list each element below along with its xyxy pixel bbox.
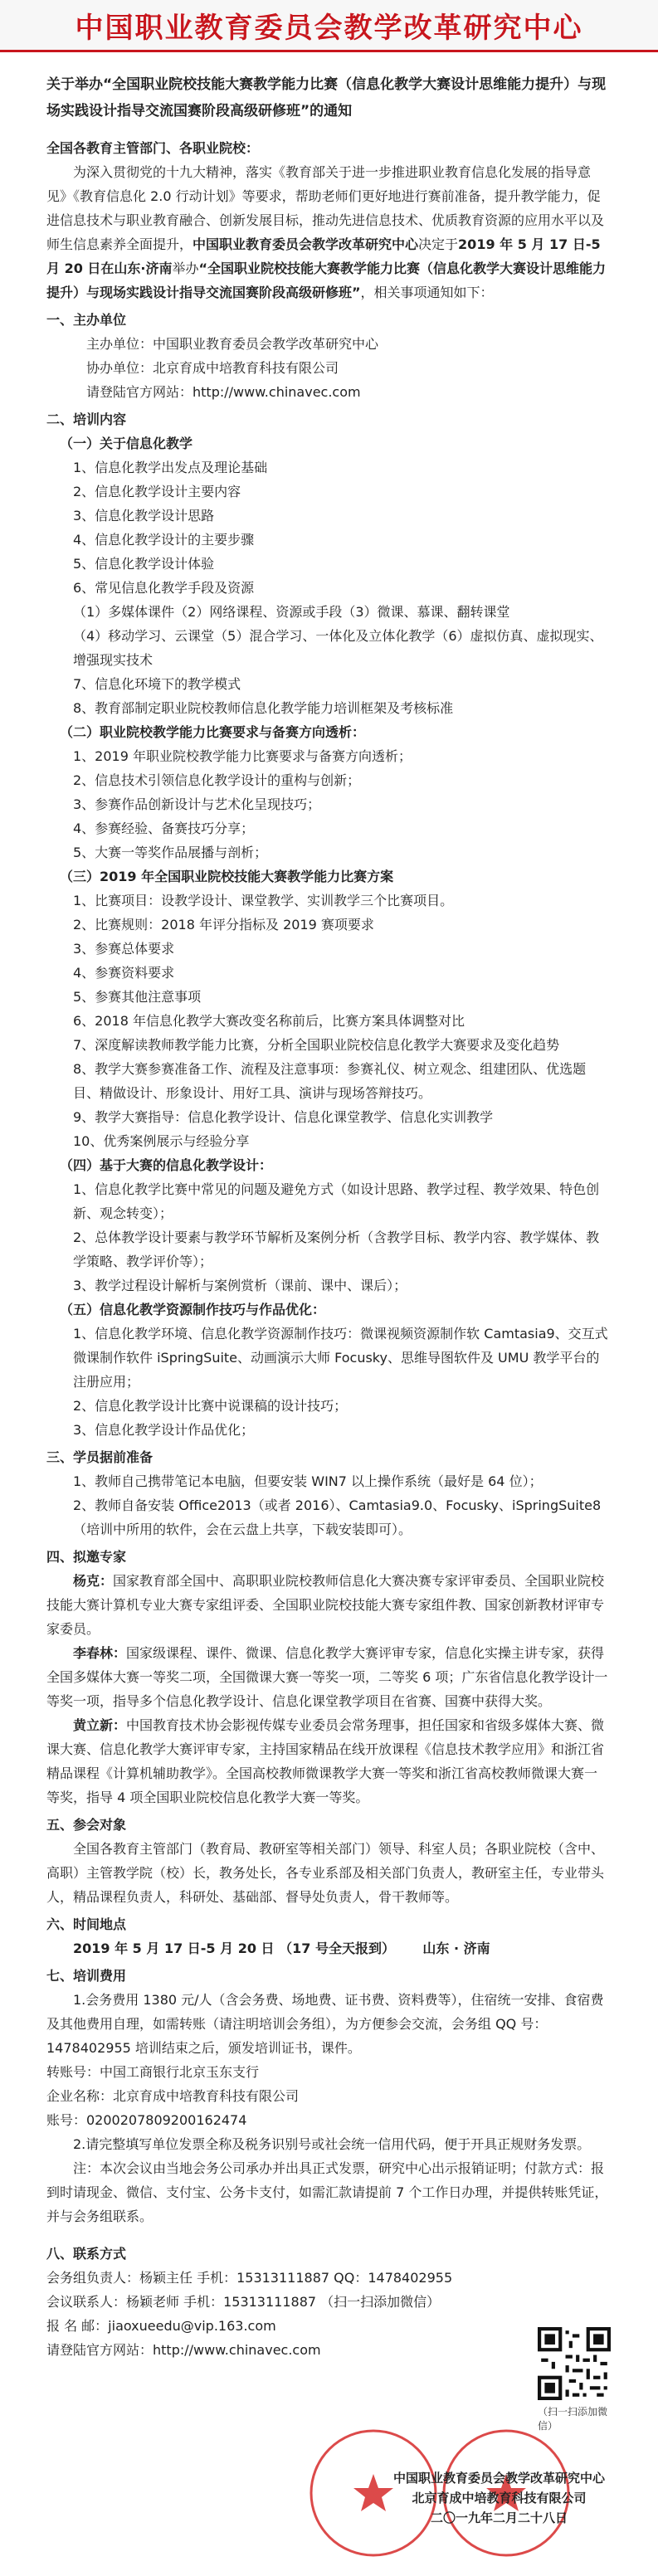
intro-text-3: 举办 — [172, 261, 199, 276]
list-item: 5、信息化教学设计体验 — [73, 556, 215, 572]
list-item: 2、信息化教学设计比赛中说课稿的设计技巧； — [73, 1398, 348, 1414]
bank-account-label: 转账号：中国工商银行北京玉东支行 — [46, 2064, 260, 2080]
payment-note: 注：本次会议由当地会务公司承办并出具正式发票，研究中心出示报销证明；付款方式：报到时请现金、微信、支付宝、公务卡支付，如需汇款请提前 7 个工作日办理，并提供转账凭证，并与会务组联系。 — [46, 2160, 608, 2224]
list-item: 2、教师自备安装 Office2013（或者 2016）、Camtasia9.0、Focusky、iSpringSuite8（培训中所用的软件，会在云盘上共享，下载安装即可）。 — [73, 1497, 602, 1537]
list-item: 2、信息技术引领信息化教学设计的重构与创新； — [73, 772, 361, 788]
list-item: 8、教学大赛参赛准备工作、流程及注意事项：参赛礼仪、树立观念、组建团队、优选题目、精做设计、形象设计、用好工具、演讲与现场答辩技巧。 — [73, 1061, 587, 1101]
list-item: 报 名 邮：jiaoxueedu@vip.163.com — [46, 2318, 276, 2334]
signature-org-2: 北京育成中培教育科技有限公司 — [412, 2491, 587, 2505]
section-1-heading: 一、主办单位 — [46, 312, 127, 328]
list-item: 5、参赛其他注意事项 — [73, 989, 202, 1005]
salutation: 全国各教育主管部门、各职业院校： — [46, 140, 260, 156]
expert-name: 黄立新： — [73, 1717, 127, 1733]
account-number: 账号：0200207809200162474 — [46, 2112, 247, 2128]
list-item: 4、信息化教学设计的主要步骤 — [73, 532, 255, 548]
section-8-heading: 八、联系方式 — [46, 2246, 127, 2262]
attendees-text: 全国各教育主管部门（教育局、教研室等相关部门）领导、科室人员；各职业院校（含中、高职）主管教学院（校）长，教务处长，各专业系部及相关部门负责人，教研室主任，专业带头人，精品课程负责人，科研处、基础部、督导处负责人，骨干教师等。 — [46, 1841, 605, 1905]
intro-event: “全国职业院校技能大赛教学能力比赛（信息化教学大赛设计思维能力提升）与现场实践设计指导交流国赛阶段高级研修班” — [46, 261, 607, 300]
list-item: （4）移动学习、云课堂（5）混合学习、一体化及立体化教学（6）虚拟仿真、虚拟现实、增强现实技术 — [73, 628, 603, 668]
list-item: 10、优秀案例展示与经验分享 — [73, 1133, 250, 1149]
signature-org-1: 中国职业教育委员会教学改革研究中心 — [392, 2471, 605, 2486]
list-item: 2、信息化教学设计主要内容 — [73, 484, 241, 499]
section-3-heading: 三、学员据前准备 — [46, 1449, 154, 1465]
list-item: 6、常见信息化教学手段及资源 — [73, 580, 255, 596]
intro-text-2: 决定于 — [418, 236, 459, 252]
list-item: 请登陆官方网站：http://www.chinavec.com — [46, 2342, 321, 2358]
list-item: 2、总体教学设计要素与教学环节解析及案例分析（含教学目标、教学内容、教学媒体、教学策略、教学评价等）； — [73, 1230, 600, 1269]
section-2b-heading: （二）职业院校教学能力比赛要求与备赛方向透析： — [60, 724, 366, 740]
host-unit: 主办单位：中国职业教育委员会教学改革研究中心 — [86, 336, 379, 352]
intro-text-4: ，相关事项通知如下： — [360, 285, 494, 300]
section-2b-list — [46, 744, 608, 864]
intro-date: 2019 年 5 月 17 日-5 月 20 日在山东·济南 — [46, 236, 601, 276]
list-item: 8、教育部制定职业院校教师信息化教学能力培训框架及考核标准 — [73, 700, 454, 716]
list-item: 7、信息化环境下的教学模式 — [73, 676, 241, 692]
list-item: 1、2019 年职业院校教学能力比赛要求与备赛方向透析； — [73, 748, 412, 764]
expert-bio: 国家教育部全国中、高职职业院校教师信息化大赛决赛专家评审委员、全国职业院校技能大赛计算机专业大赛专家组评委、全国职业院校技能大赛专家组件教、国家创新教材评审专家委员。 — [46, 1573, 605, 1637]
header-bar — [0, 0, 658, 52]
section-3-list — [46, 1469, 608, 1541]
section-7-heading: 七、培训费用 — [46, 1968, 127, 1984]
section-2a-heading: （一）关于信息化教学 — [60, 436, 193, 451]
section-2-heading: 二、培训内容 — [46, 411, 127, 427]
list-item: 1、教师自己携带笔记本电脑，但要安装 WIN7 以上操作系统（最好是 64 位）； — [73, 1473, 543, 1489]
list-item: （1）多媒体课件（2）网络课程、资源或手段（3）微课、慕课、翻转课堂 — [73, 604, 510, 620]
expert-list — [46, 1569, 608, 1809]
list-item: 3、信息化教学设计思路 — [73, 508, 215, 523]
header-title: 中国职业教育委员会教学改革研究中心 — [75, 11, 583, 45]
list-item: 1、比赛项目：设教学设计、课堂教学、实训教学三个比赛项目。 — [73, 893, 454, 908]
fee-paragraph-1: 1.会务费用 1380 元/人（含会务费、场地费、证书费、资料费等），住宿统一安排、食宿费及其他费用自理，如需转账（请注明培训会务组），为方便参会交流，会务组 QQ 号：1478402955 培训结束之后，颁发培训证书，课件。 — [46, 1992, 604, 2056]
notice-title: 关于举办“全国职业院校技能大赛教学能力比赛（信息化教学大赛设计思维能力提升）与现场实践设计指导交流国赛阶段高级研修班”的通知 — [46, 76, 607, 119]
expert-name: 李春林： — [73, 1645, 127, 1661]
co-host-unit: 协办单位：北京育成中培教育科技有限公司 — [86, 360, 339, 376]
time-place — [46, 1936, 608, 1960]
expert-bio: 中国教育技术协会影视传媒专业委员会常务理事，担任国家和省级多媒体大赛、微课大赛、信息化教学大赛评审专家，主持国家精品在线开放课程《信息技术教学应用》和浙江省精品课程《计算机辅助教学》。全国高校教师微课教学大赛一等奖和浙江省高校教师微课大赛一等奖，指导 4 项全国职业院校信息化教学大赛一等奖。 — [46, 1717, 605, 1805]
expert-item — [46, 1713, 608, 1809]
list-item: 7、深度解读教师教学能力比赛，分析全国职业院校信息化教学大赛要求及变化趋势 — [73, 1037, 560, 1053]
list-item: 3、教学过程设计解析与案例赏析（课前、课中、课后）； — [73, 1278, 407, 1293]
list-item: 3、信息化教学设计作品优化； — [73, 1422, 255, 1438]
list-item: 9、教学大赛指导：信息化教学设计、信息化课堂教学、信息化实训教学 — [73, 1109, 494, 1125]
official-site[interactable]: 请登陆官方网站：http://www.chinavec.com — [86, 384, 361, 400]
expert-bio: 国家级课程、课件、微课、信息化教学大赛评审专家，信息化实操主讲专家，获得全国多媒体大赛一等奖二项，全国微课大赛一等奖一项，二等奖 6 项；广东省信息化教学设计一等奖一项，指导多个信息化教学设计、信息化课堂教学项目在省赛、国赛中获得大奖。 — [46, 1645, 608, 1709]
list-item: 会务组负责人：杨颖主任 手机：15313111887 QQ：1478402955 — [46, 2270, 453, 2286]
expert-item — [46, 1569, 608, 1641]
intro-org: 中国职业教育委员会教学改革研究中心 — [193, 236, 419, 252]
event-place: 山东 · 济南 — [422, 1941, 490, 1956]
section-2d-list — [46, 1177, 608, 1298]
list-item: 4、参赛经验、备赛技巧分享； — [73, 821, 255, 836]
list-item: 1、信息化教学出发点及理论基础 — [73, 460, 268, 475]
list-item: 4、参赛资料要求 — [73, 965, 175, 981]
signature-date: 二〇一九年二月二十八日 — [430, 2510, 568, 2525]
notice-body — [46, 71, 608, 2362]
wechat-qr-code — [538, 2327, 611, 2400]
section-6-heading: 六、时间地点 — [46, 1916, 127, 1932]
section-2e-list — [46, 1322, 608, 1442]
list-item: 3、参赛作品创新设计与艺术化呈现技巧； — [73, 796, 321, 812]
list-item: 1、信息化教学比赛中常见的问题及避免方式（如设计思路、教学过程、教学效果、特色创新、观念转变）； — [73, 1181, 600, 1221]
list-item: 会议联系人：杨颖老师 手机：15313111887 （扫一扫添加微信） — [46, 2294, 441, 2310]
signature-block — [393, 2468, 605, 2528]
list-item: 1、信息化教学环境、信息化教学资源制作技巧：微课视频资源制作软 Camtasia9、交互式微课制作软件 iSpringSuite、动画演示大师 Focusky、思维导图软件及 UMU 教学平台的注册应用； — [73, 1326, 608, 1390]
section-2e-heading: （五）信息化教学资源制作技巧与作品优化： — [60, 1302, 326, 1317]
company-name: 企业名称：北京育成中培教育科技有限公司 — [46, 2088, 300, 2104]
section-2a-list — [46, 455, 608, 720]
list-item: 5、大赛一等奖作品展播与剖析； — [73, 845, 268, 860]
section-2d-heading: （四）基于大赛的信息化教学设计： — [60, 1157, 273, 1173]
fee-paragraph-2: 2.请完整填写单位发票全称及税务识别号或社会统一信用代码，便于开具正规财务发票。 — [73, 2136, 591, 2152]
section-2c-heading: （三）2019 年全国职业院校技能大赛教学能力比赛方案 — [60, 869, 394, 884]
section-5-heading: 五、参会对象 — [46, 1817, 127, 1833]
expert-item — [46, 1641, 608, 1713]
qr-caption: （扫一扫添加微信） — [538, 2406, 608, 2432]
section-2c-list — [46, 889, 608, 1153]
contact-list — [46, 2266, 608, 2362]
section-4-heading: 四、拟邀专家 — [46, 1549, 127, 1565]
expert-name: 杨克： — [73, 1573, 114, 1589]
list-item: 6、2018 年信息化教学大赛改变名称前后，比赛方案具体调整对比 — [73, 1013, 465, 1029]
intro-paragraph — [46, 160, 608, 304]
event-time: 2019 年 5 月 17 日-5 月 20 日 （17 号全天报到） — [73, 1941, 395, 1956]
intro-text-1: 为深入贯彻党的十九大精神，落实《教育部关于进一步推进职业教育信息化发展的指导意见》《教育信息化 2.0 行动计划》等要求，帮助老师们更好地进行赛前准备，提升教学能力，促进信息技术与职业教育融合、创新发展目标，推动先进信息技术、优质教育资源的应用水平以及师生信息素养全面提升， — [46, 164, 605, 252]
list-item: 3、参赛总体要求 — [73, 941, 175, 957]
list-item: 2、比赛规则：2018 年评分指标及 2019 赛项要求 — [73, 917, 374, 933]
